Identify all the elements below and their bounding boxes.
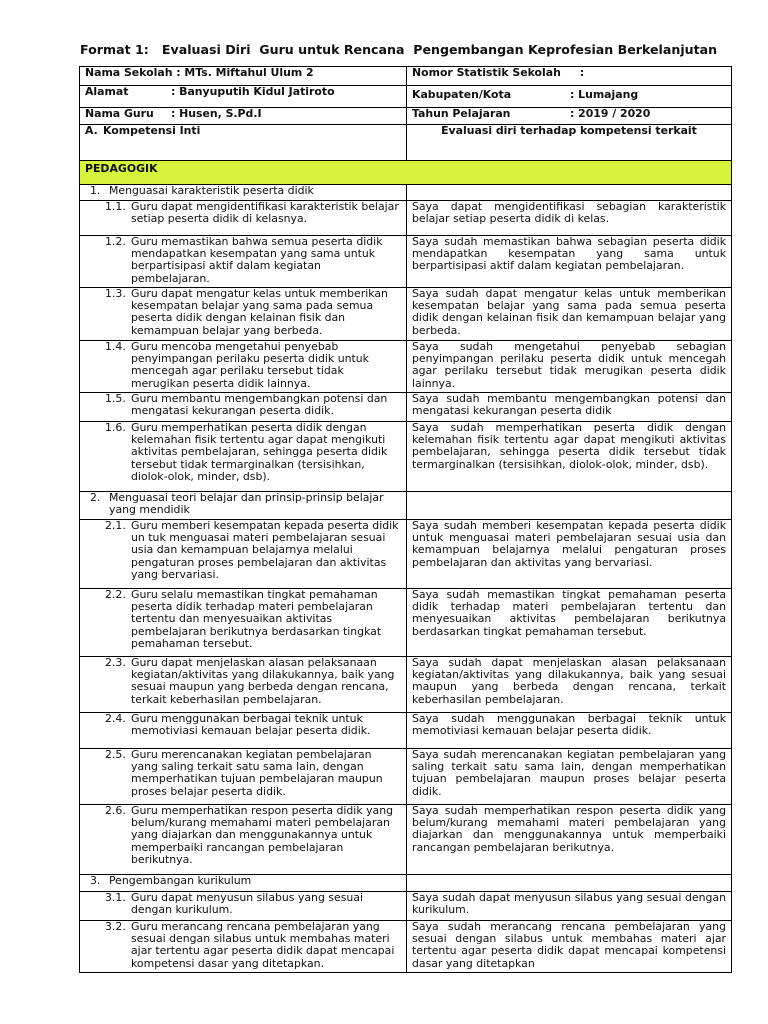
table-row xyxy=(80,288,732,341)
document-title: Format 1: Evaluasi Diri Guru untuk Rencana Pengembangan Keprofesian Berkelanjutan xyxy=(80,42,718,57)
table-row xyxy=(80,749,732,805)
indicator-number: 1.1. xyxy=(105,200,126,213)
statistic-number-cell: Nomor Statistik Sekolah : xyxy=(407,67,732,86)
section-row xyxy=(80,875,732,892)
competency-indicator-cell xyxy=(80,805,407,875)
indicator-number: 2.2. xyxy=(105,588,126,601)
competency-heading-row xyxy=(80,125,732,161)
self-evaluation-cell: Saya sudah merancang rencana pembelajaran yang sesuai dengan silabus untuk membahas materi ajar tertentu agar peserta didik dapat mencapai kompetensi dasar yang ditetapkan xyxy=(407,921,732,973)
indicator-number: 2.4. xyxy=(105,712,126,725)
table-row xyxy=(80,589,732,657)
section-evaluation-cell xyxy=(407,492,732,520)
competency-indicator-cell xyxy=(80,393,407,422)
evaluation-table-body xyxy=(80,67,732,973)
table-row xyxy=(80,422,732,492)
table-row xyxy=(80,341,732,393)
indicator-text: Guru memperhatikan respon peserta didik yang belum/kurang memahami materi pembelajaran yang diajarkan dan menggunakannya untuk memperbaiki rancangan pembelajaran berikutnya. xyxy=(131,804,394,866)
competency-indicator-cell xyxy=(80,288,407,341)
self-evaluation-cell: Saya sudah membantu mengembangkan potensi dan mengatasi kekurangan peserta didik xyxy=(407,393,732,422)
year-cell xyxy=(407,108,732,125)
self-evaluation-cell: Saya dapat mengidentifikasi sebagian karakteristik belajar setiap peserta didik di kelas. xyxy=(407,201,732,236)
self-evaluation-cell: Saya sudah dapat menyusun silabus yang sesuai dengan kurikulum. xyxy=(407,892,732,921)
indicator-text: Guru membantu mengembangkan potensi dan mengatasi kekurangan peserta didik. xyxy=(131,392,388,418)
indicator-number: 1.5. xyxy=(105,392,126,405)
indicator-number: 3.2. xyxy=(105,920,126,933)
regency-cell xyxy=(407,86,732,108)
table-row xyxy=(80,657,732,713)
school-name-cell: Nama Sekolah : MTs. Miftahul Ulum 2 xyxy=(80,67,407,86)
regency-label: Kabupaten/Kota xyxy=(412,88,512,101)
teacher-cell xyxy=(80,108,407,125)
regency-value: : Lumajang xyxy=(570,88,639,101)
indicator-number: 2.1. xyxy=(105,519,126,532)
evaluation-table xyxy=(79,66,732,973)
year-value: : 2019 / 2020 xyxy=(570,107,651,120)
section-number: 3. xyxy=(90,874,101,887)
indicator-text: Guru menggunakan berbagai teknik untuk memotiviasi kemauan belajar peserta didik. xyxy=(131,712,371,738)
indicator-text: Guru dapat mengidentifikasi karakteristik belajar setiap peserta didik di kelasnya. xyxy=(131,200,399,226)
indicator-number: 1.6. xyxy=(105,421,126,434)
competency-label: Kompetensi Inti xyxy=(103,124,201,137)
section-title-cell xyxy=(80,185,407,201)
year-label: Tahun Pelajaran xyxy=(412,107,511,120)
pedagogik-label: PEDAGOGIK xyxy=(80,161,732,185)
self-evaluation-cell: Saya sudah memberi kesempatan kepada peserta didik untuk menguasai materi pembelajaran sesuai usia dan kemampuan belajarnya melalui pengaturan proses pembelajaran dan aktivitas yang bervariasi. xyxy=(407,520,732,589)
competency-indicator-cell xyxy=(80,341,407,393)
competency-indicator-cell xyxy=(80,749,407,805)
self-evaluation-cell: Saya sudah dapat mengatur kelas untuk memberikan kesempatan belajar yang sama pada semua peserta didik dengan kelainan fisik dan kemampuan belajar yang berbeda. xyxy=(407,288,732,341)
header-row-school xyxy=(80,67,732,86)
section-evaluation-cell xyxy=(407,875,732,892)
table-row xyxy=(80,393,732,422)
competency-indicator-cell xyxy=(80,892,407,921)
indicator-text: Guru dapat menjelaskan alasan pelaksanaan kegiatan/aktivitas yang dilakukannya, baik yang sesuai maupun yang berbeda dengan rencana, terkait keberhasilan pembelajaran. xyxy=(131,656,395,706)
self-evaluation-cell: Saya sudah mengetahui penyebab sebagian penyimpangan perilaku peserta didik untuk mencegah agar perilaku tersebut tidak merugikan peserta didik lainnya. xyxy=(407,341,732,393)
header-row-address xyxy=(80,86,732,108)
indicator-text: Guru memberi kesempatan kepada peserta didik un tuk menguasai materi pembelajaran sesuai usia dan kemampuan belajarnya melalui pengaturan proses pembelajaran dan aktivitas yang bervariasi. xyxy=(131,519,399,581)
indicator-number: 1.3. xyxy=(105,287,126,300)
indicator-text: Guru memperhatikan peserta didik dengan kelemahan fisik tertentu agar dapat mengikuti aktivitas pembelajaran, sehingga peserta didik tersebut tidak termarginalkan (tersisihkan, diolok-olok, minder, dsb). xyxy=(131,421,388,483)
competency-indicator-cell xyxy=(80,201,407,236)
table-row xyxy=(80,892,732,921)
indicator-text: Guru dapat menyusun silabus yang sesuai dengan kurikulum. xyxy=(131,891,363,917)
indicator-number: 1.2. xyxy=(105,235,126,248)
competency-heading-cell xyxy=(80,125,407,161)
self-evaluation-cell: Saya sudah dapat menjelaskan alasan pelaksanaan kegiatan/aktivitas yang dilakukannya, baik yang sesuai maupun yang berbeda dengan rencana, terkait keberhasilan pembelajaran. xyxy=(407,657,732,713)
section-title-cell xyxy=(80,492,407,520)
address-value: : Banyuputih Kidul Jatiroto xyxy=(171,85,335,98)
indicator-text: Guru merencanakan kegiatan pembelajaran yang saling terkait satu sama lain, dengan memperhatikan tujuan pembelajaran maupun proses belajar peserta didik. xyxy=(131,748,383,798)
section-row xyxy=(80,492,732,520)
competency-indicator-cell xyxy=(80,589,407,657)
address-label: Alamat xyxy=(85,85,129,98)
section-title-cell xyxy=(80,875,407,892)
table-row xyxy=(80,201,732,236)
table-row xyxy=(80,520,732,589)
section-title: Pengembangan kurikulum xyxy=(109,874,252,887)
section-title: Menguasai karakteristik peserta didik xyxy=(109,184,314,197)
table-row xyxy=(80,805,732,875)
competency-indicator-cell xyxy=(80,520,407,589)
self-evaluation-cell: Saya sudah merencanakan kegiatan pembelajaran yang saling terkait satu sama lain, dengan memperhatikan tujuan pembelajaran maupun proses belajar peserta didik. xyxy=(407,749,732,805)
indicator-text: Guru mencoba mengetahui penyebab penyimpangan perilaku peserta didik untuk mencegah agar perilaku tersebut tidak merugikan peserta didik lainnya. xyxy=(131,340,369,390)
teacher-value: : Husen, S.Pd.I xyxy=(171,107,262,120)
indicator-text: Guru selalu memastikan tingkat pemahaman peserta didik terhadap materi pembelajaran tertentu dan menyesuaikan aktivitas pembelajaran berikutnya berdasarkan tingkat pemahaman tersebut. xyxy=(131,588,382,650)
self-evaluation-heading: Evaluasi diri terhadap kompetensi terkait xyxy=(407,125,732,161)
table-row xyxy=(80,713,732,749)
self-evaluation-cell: Saya sudah memastikan tingkat pemahaman peserta didik terhadap materi pembelajaran tertentu dan menyesuaikan aktivitas pembelajaran berikutnya berdasarkan tingkat pemahaman tersebut. xyxy=(407,589,732,657)
pedagogik-row xyxy=(80,161,732,185)
self-evaluation-cell: Saya sudah memperhatikan respon peserta didik yang belum/kurang memahami materi pembelajaran yang diajarkan dan menggunakannya untuk memperbaiki rancangan pembelajaran berikutnya. xyxy=(407,805,732,875)
competency-indicator-cell xyxy=(80,236,407,288)
indicator-text: Guru memastikan bahwa semua peserta didik mendapatkan kesempatan yang sama untuk berpartisipasi aktif dalam kegiatan pembelajaran. xyxy=(131,235,383,285)
teacher-label: Nama Guru xyxy=(85,107,154,120)
header-row-teacher xyxy=(80,108,732,125)
self-evaluation-cell: Saya sudah menggunakan berbagai teknik untuk memotiviasi kemauan belajar peserta didik. xyxy=(407,713,732,749)
table-row xyxy=(80,236,732,288)
section-number: 1. xyxy=(90,184,101,197)
indicator-number: 2.3. xyxy=(105,656,126,669)
section-row xyxy=(80,185,732,201)
section-evaluation-cell xyxy=(407,185,732,201)
section-title: Menguasai teori belajar dan prinsip-prinsip belajar yang mendidik xyxy=(109,491,384,517)
section-number: 2. xyxy=(90,491,101,504)
self-evaluation-cell: Saya sudah memperhatikan peserta didik dengan kelemahan fisik tertentu agar dapat mengikuti aktivitas pembelajaran, sehingga peserta didik tersebut tidak termarginalkan (tersisihkan, diolok-olok, minder, dsb). xyxy=(407,422,732,492)
competency-indicator-cell xyxy=(80,422,407,492)
competency-number: A. xyxy=(85,124,98,137)
indicator-number: 2.6. xyxy=(105,804,126,817)
competency-indicator-cell xyxy=(80,921,407,973)
competency-indicator-cell xyxy=(80,713,407,749)
indicator-text: Guru merancang rencana pembelajaran yang sesuai dengan silabus untuk membahas materi ajar tertentu agar peserta didik dapat mencapai kompetensi dasar yang ditetapkan. xyxy=(131,920,395,970)
indicator-number: 2.5. xyxy=(105,748,126,761)
table-row xyxy=(80,921,732,973)
indicator-number: 1.4. xyxy=(105,340,126,353)
self-evaluation-cell: Saya sudah memastikan bahwa sebagian peserta didik mendapatkan kesempatan yang sama untuk berpartisipasi aktif dalam kegiatan pembelajaran. xyxy=(407,236,732,288)
competency-indicator-cell xyxy=(80,657,407,713)
indicator-number: 3.1. xyxy=(105,891,126,904)
indicator-text: Guru dapat mengatur kelas untuk memberikan kesempatan belajar yang sama pada semua peserta didik dengan kelainan fisik dan kemampuan belajar yang berbeda. xyxy=(131,287,388,337)
address-cell xyxy=(80,86,407,108)
